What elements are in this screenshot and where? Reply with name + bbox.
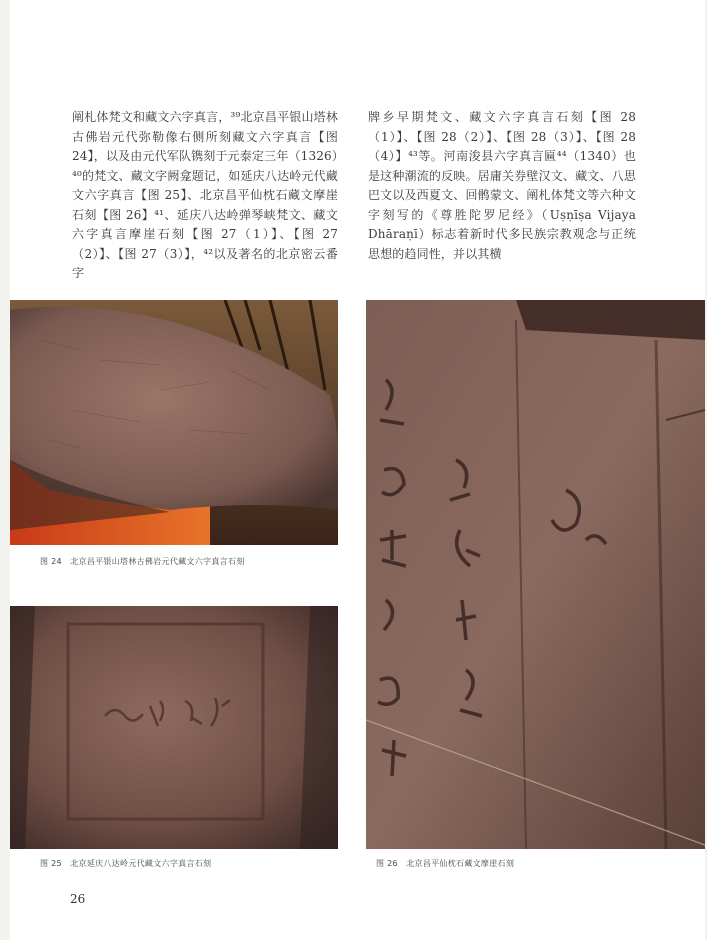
figure-24-caption: 图 24 北京昌平银山塔林古佛岩元代藏文六字真言石刻 xyxy=(40,557,245,566)
text-column-right xyxy=(368,108,636,264)
figure-25-photo xyxy=(10,606,338,849)
body-paragraph: 牌乡早期梵文、藏文六字真言石刻【图 28（1）】、【图 28（2）】、【图 28（3）】、【图 28（4）】⁴³等。河南浚县六字真言匾⁴⁴（1340）也是这种潮流的反映。居庸关券壁汉文、藏文、八思巴文以及西夏文、回鹘蒙文、阐札体梵文等六种文字刻写的《尊胜陀罗尼经》（Uṣṇīṣa Vijaya Dhāraṇī）标志着新时代多民族宗教观念与正统思想的趋同性，并以其横 xyxy=(368,110,636,261)
figure-26-caption: 图 26 北京昌平仙枕石藏文摩崖石刻 xyxy=(376,859,515,868)
figure-24-photo xyxy=(10,300,338,545)
figure-25-caption: 图 25 北京延庆八达岭元代藏文六字真言石刻 xyxy=(40,859,212,868)
text-column-left xyxy=(72,108,338,284)
body-paragraph: 阐札体梵文和藏文六字真言，³⁹北京昌平银山塔林古佛岩元代弥勒像右侧所刻藏文六字真言【图 24】，以及由元代军队镌刻于元泰定三年（1326）⁴⁰的梵文、藏文字阙龛题记，如延庆八达岭元代藏文六字真言【图 25】、北京昌平仙枕石藏文摩崖石刻【图 26】⁴¹、延庆八达岭弹琴峡梵文、藏文六字真言摩崖石刻【图 27（1）】、【图 27（2）】、【图 27（3）】，⁴²以及著名的北京密云番字 xyxy=(72,110,338,280)
book-page xyxy=(10,0,705,940)
page-number: 26 xyxy=(70,892,86,906)
figure-26-photo xyxy=(366,300,705,849)
